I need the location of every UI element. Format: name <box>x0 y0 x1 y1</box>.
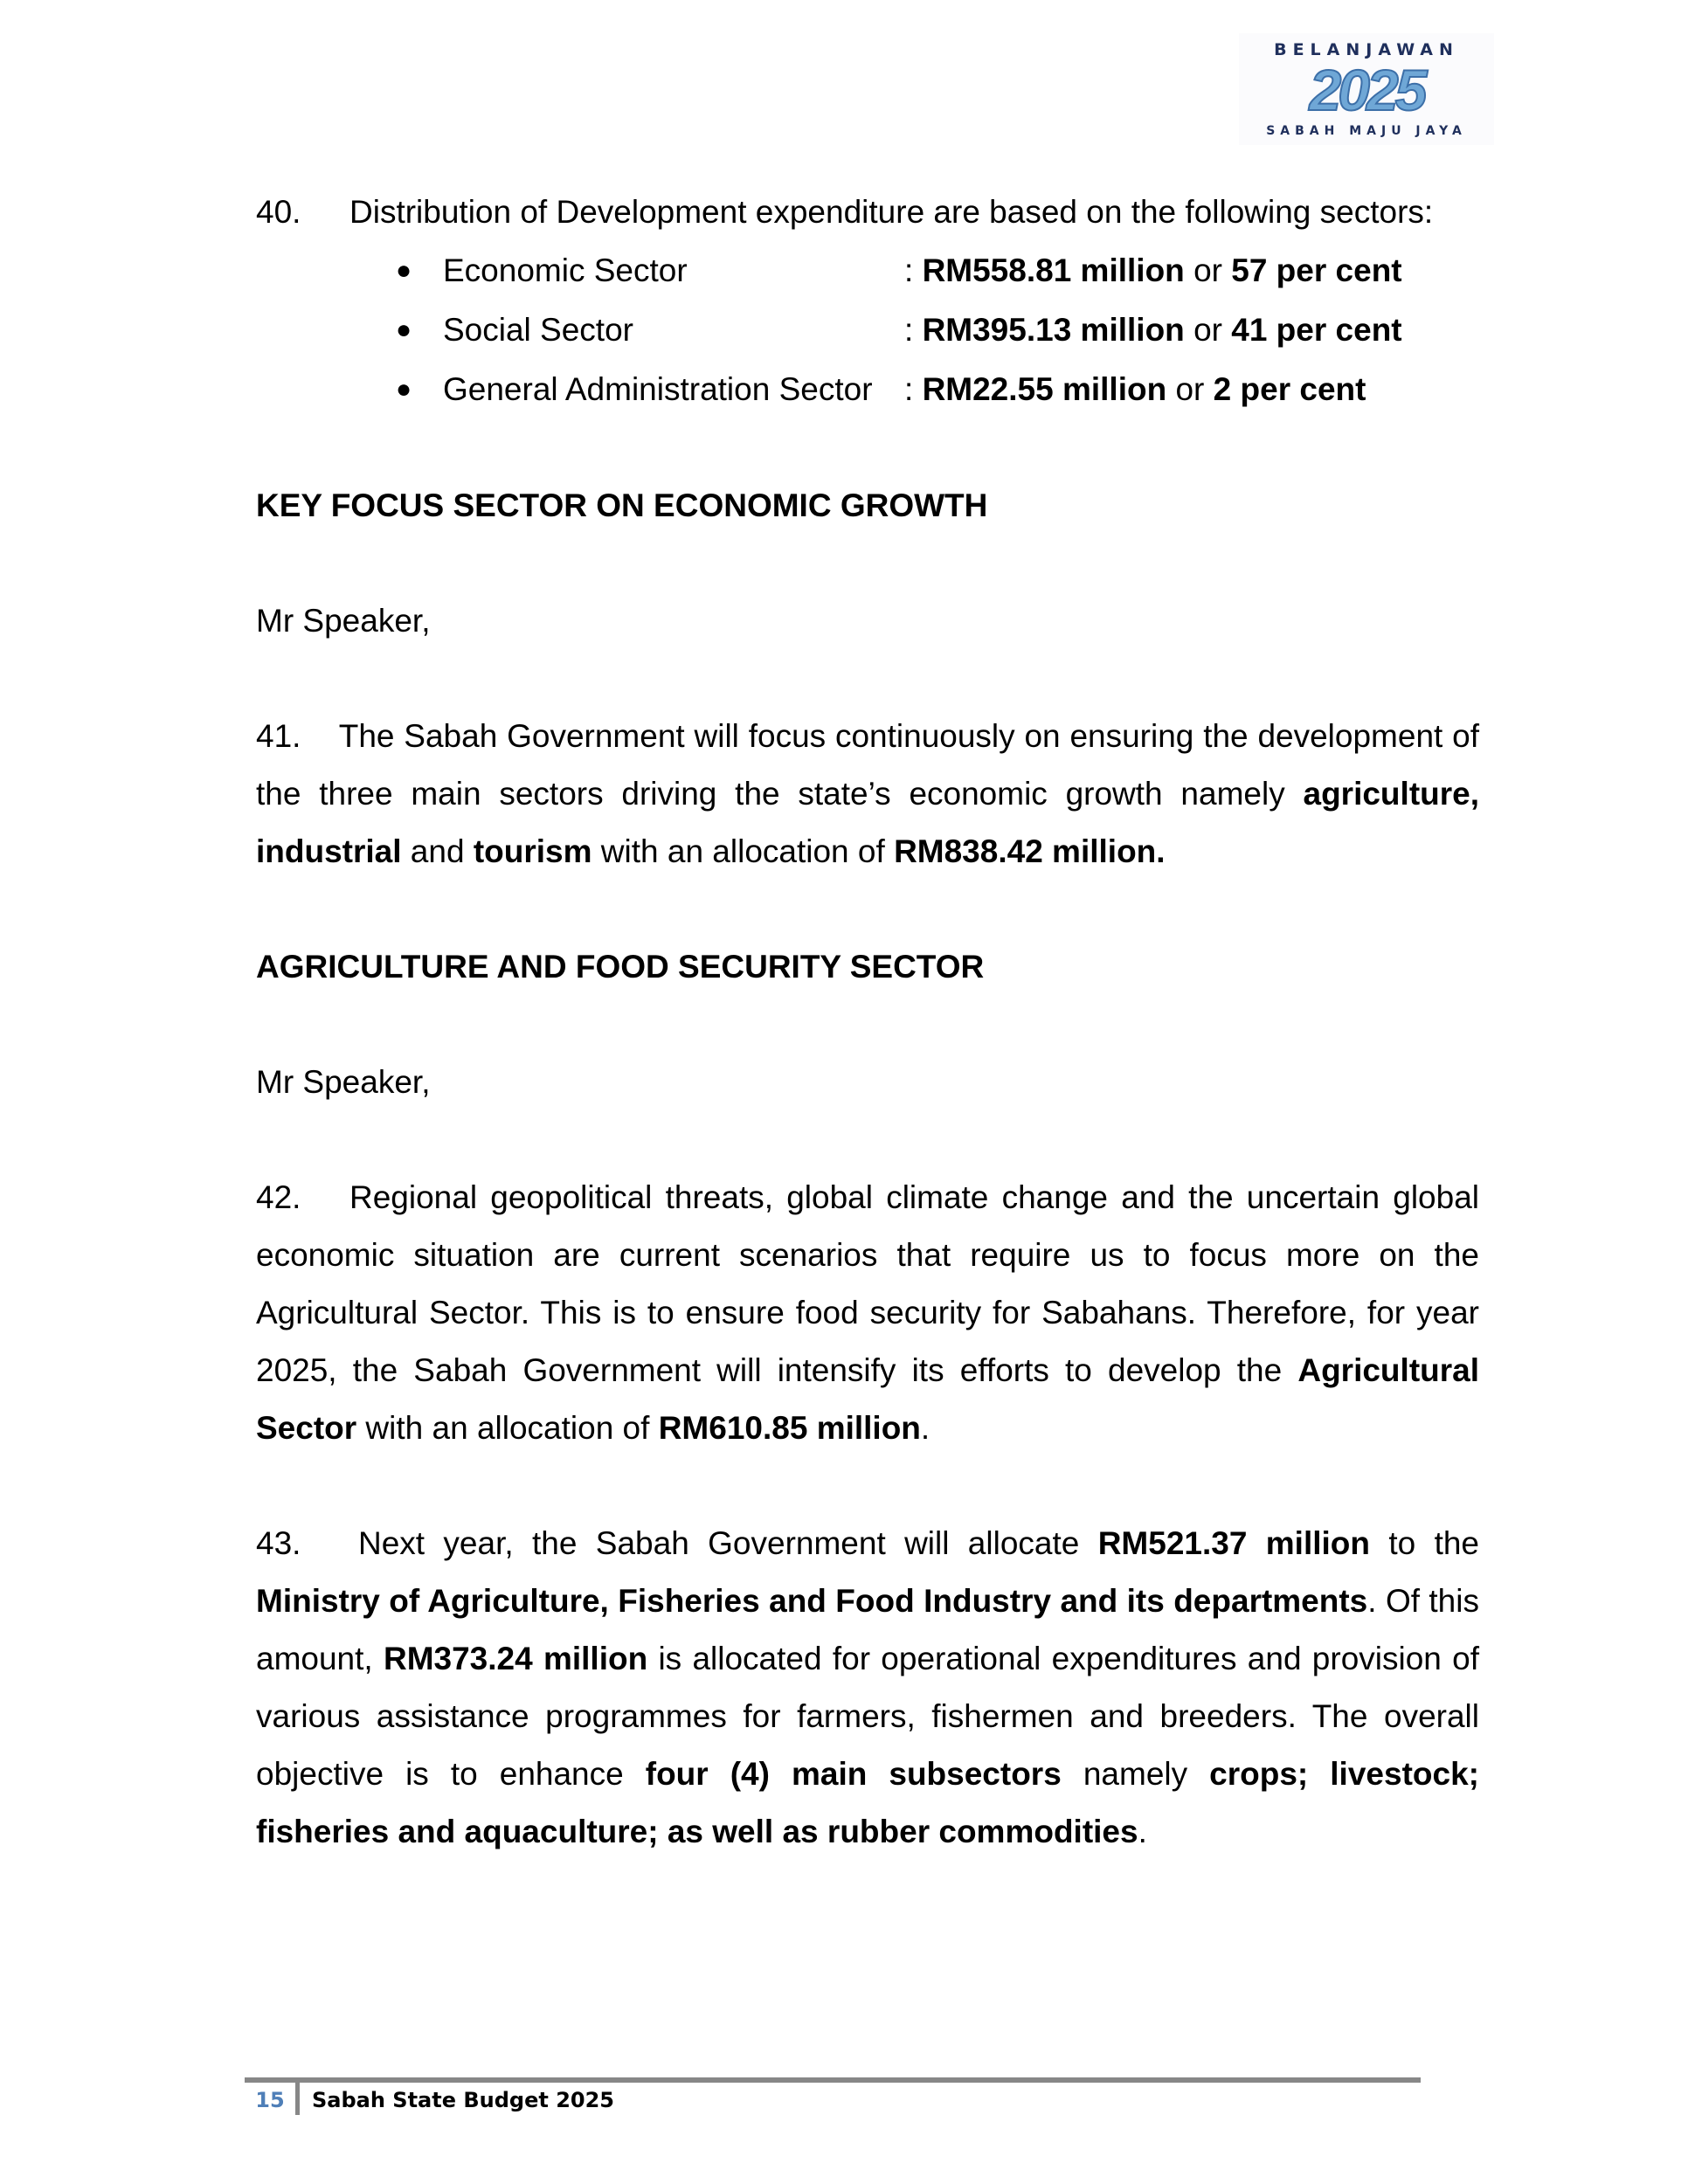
logo-year: 2025 <box>1309 58 1424 122</box>
page-number: 15 <box>255 2088 285 2112</box>
sector-label: Economic Sector <box>443 252 688 288</box>
logo-tagline: SABAH MAJU JAYA <box>1266 124 1467 138</box>
document-body <box>256 183 1479 1861</box>
text-run: with an allocation of <box>356 1410 659 1446</box>
paragraph-40 <box>256 183 1479 241</box>
paragraph-number: 42. <box>256 1179 301 1215</box>
page-footer <box>245 2077 1421 2118</box>
salutation: Mr Speaker, <box>256 1064 431 1100</box>
paragraph-text: Distribution of Development expenditure are based on the following sectors: <box>349 194 1434 230</box>
sector-amount: RM22.55 million <box>922 371 1167 407</box>
bold-run: four (4) main subsectors <box>645 1756 1062 1792</box>
bold-run: crops; livestock; fisheries and aquaculture; as well as rubber commodities <box>256 1756 1479 1849</box>
bold-run: RM373.24 million <box>383 1641 648 1676</box>
bold-run: RM610.85 million <box>658 1410 921 1446</box>
text-run: . <box>920 1410 930 1446</box>
paragraph-43 <box>256 1515 1479 1861</box>
bold-run: RM521.37 million <box>1097 1525 1370 1561</box>
section-heading-economic-growth: KEY FOCUS SECTOR ON ECONOMIC GROWTH <box>256 487 988 523</box>
sector-list <box>256 241 1479 419</box>
text-run: and <box>401 833 474 869</box>
sector-item-social: ● Social Sector : RM395.13 million or 41 per cent <box>396 301 1479 360</box>
budget-logo <box>1239 33 1494 145</box>
bullet-icon: ● <box>396 256 412 285</box>
logo-top-text: BELANJAWAN <box>1274 40 1459 59</box>
sector-amount: RM395.13 million <box>922 312 1185 348</box>
paragraph-number: 43. <box>256 1525 301 1561</box>
bold-run: tourism <box>473 833 592 869</box>
salutation: Mr Speaker, <box>256 603 431 639</box>
section-heading-agriculture: AGRICULTURE AND FOOD SECURITY SECTOR <box>256 949 985 985</box>
bullet-icon: ● <box>396 315 412 344</box>
sector-conj: or <box>1193 312 1222 348</box>
text-run: . Of this amount, <box>256 1583 1479 1676</box>
text-run: The Sabah Government will focus continuously on ensuring the development of the three main sectors driving the state’s economic growth namely <box>256 718 1479 812</box>
text-run: Next year, the Sabah Government will allocate <box>358 1525 1098 1561</box>
sector-label: General Administration Sector <box>443 371 873 407</box>
text-run: Regional geopolitical threats, global climate change and the uncertain global economic situation are current scenarios that require us to focus more on the Agricultural Sector. This is to ensure food security for Sabahans. Therefore, for year 2025, the Sabah Government will intensify its efforts to develop the <box>256 1179 1479 1388</box>
text-run: with an allocation of <box>591 833 895 869</box>
bold-run: Agricultural Sector <box>256 1352 1479 1446</box>
bold-run: Ministry of Agriculture, Fisheries and Food Industry and its departments <box>256 1583 1368 1619</box>
bullet-icon: ● <box>396 375 412 404</box>
text-run: to the <box>1370 1525 1479 1561</box>
sector-item-general-admin: ● General Administration Sector : RM22.55 million or 2 per cent <box>396 360 1479 419</box>
footer-vertical-divider <box>295 2080 300 2115</box>
paragraph-42 <box>256 1169 1479 1457</box>
paragraph-number: 40. <box>256 194 301 230</box>
text-run: namely <box>1061 1756 1210 1792</box>
text-run: is allocated for operational expenditures and provision of various assistance programmes for farmers, fishermen and breeders. The overall objective is to enhance <box>256 1641 1479 1792</box>
sector-label: Social Sector <box>443 312 633 348</box>
footer-title: Sabah State Budget 2025 <box>312 2088 614 2112</box>
sector-amount: RM558.81 million <box>922 252 1185 288</box>
bold-run: agriculture, industrial <box>256 776 1479 869</box>
paragraph-41 <box>256 708 1479 881</box>
sector-percent: 57 per cent <box>1231 252 1402 288</box>
sector-item-economic: ● Economic Sector : RM558.81 million or 57 per cent <box>396 241 1479 301</box>
text-run: . <box>1138 1814 1147 1849</box>
sector-percent: 2 per cent <box>1213 371 1366 407</box>
bold-run: RM838.42 million. <box>894 833 1166 869</box>
sector-conj: or <box>1175 371 1205 407</box>
sector-conj: or <box>1193 252 1222 288</box>
paragraph-number: 41. <box>256 718 301 754</box>
sector-percent: 41 per cent <box>1231 312 1402 348</box>
